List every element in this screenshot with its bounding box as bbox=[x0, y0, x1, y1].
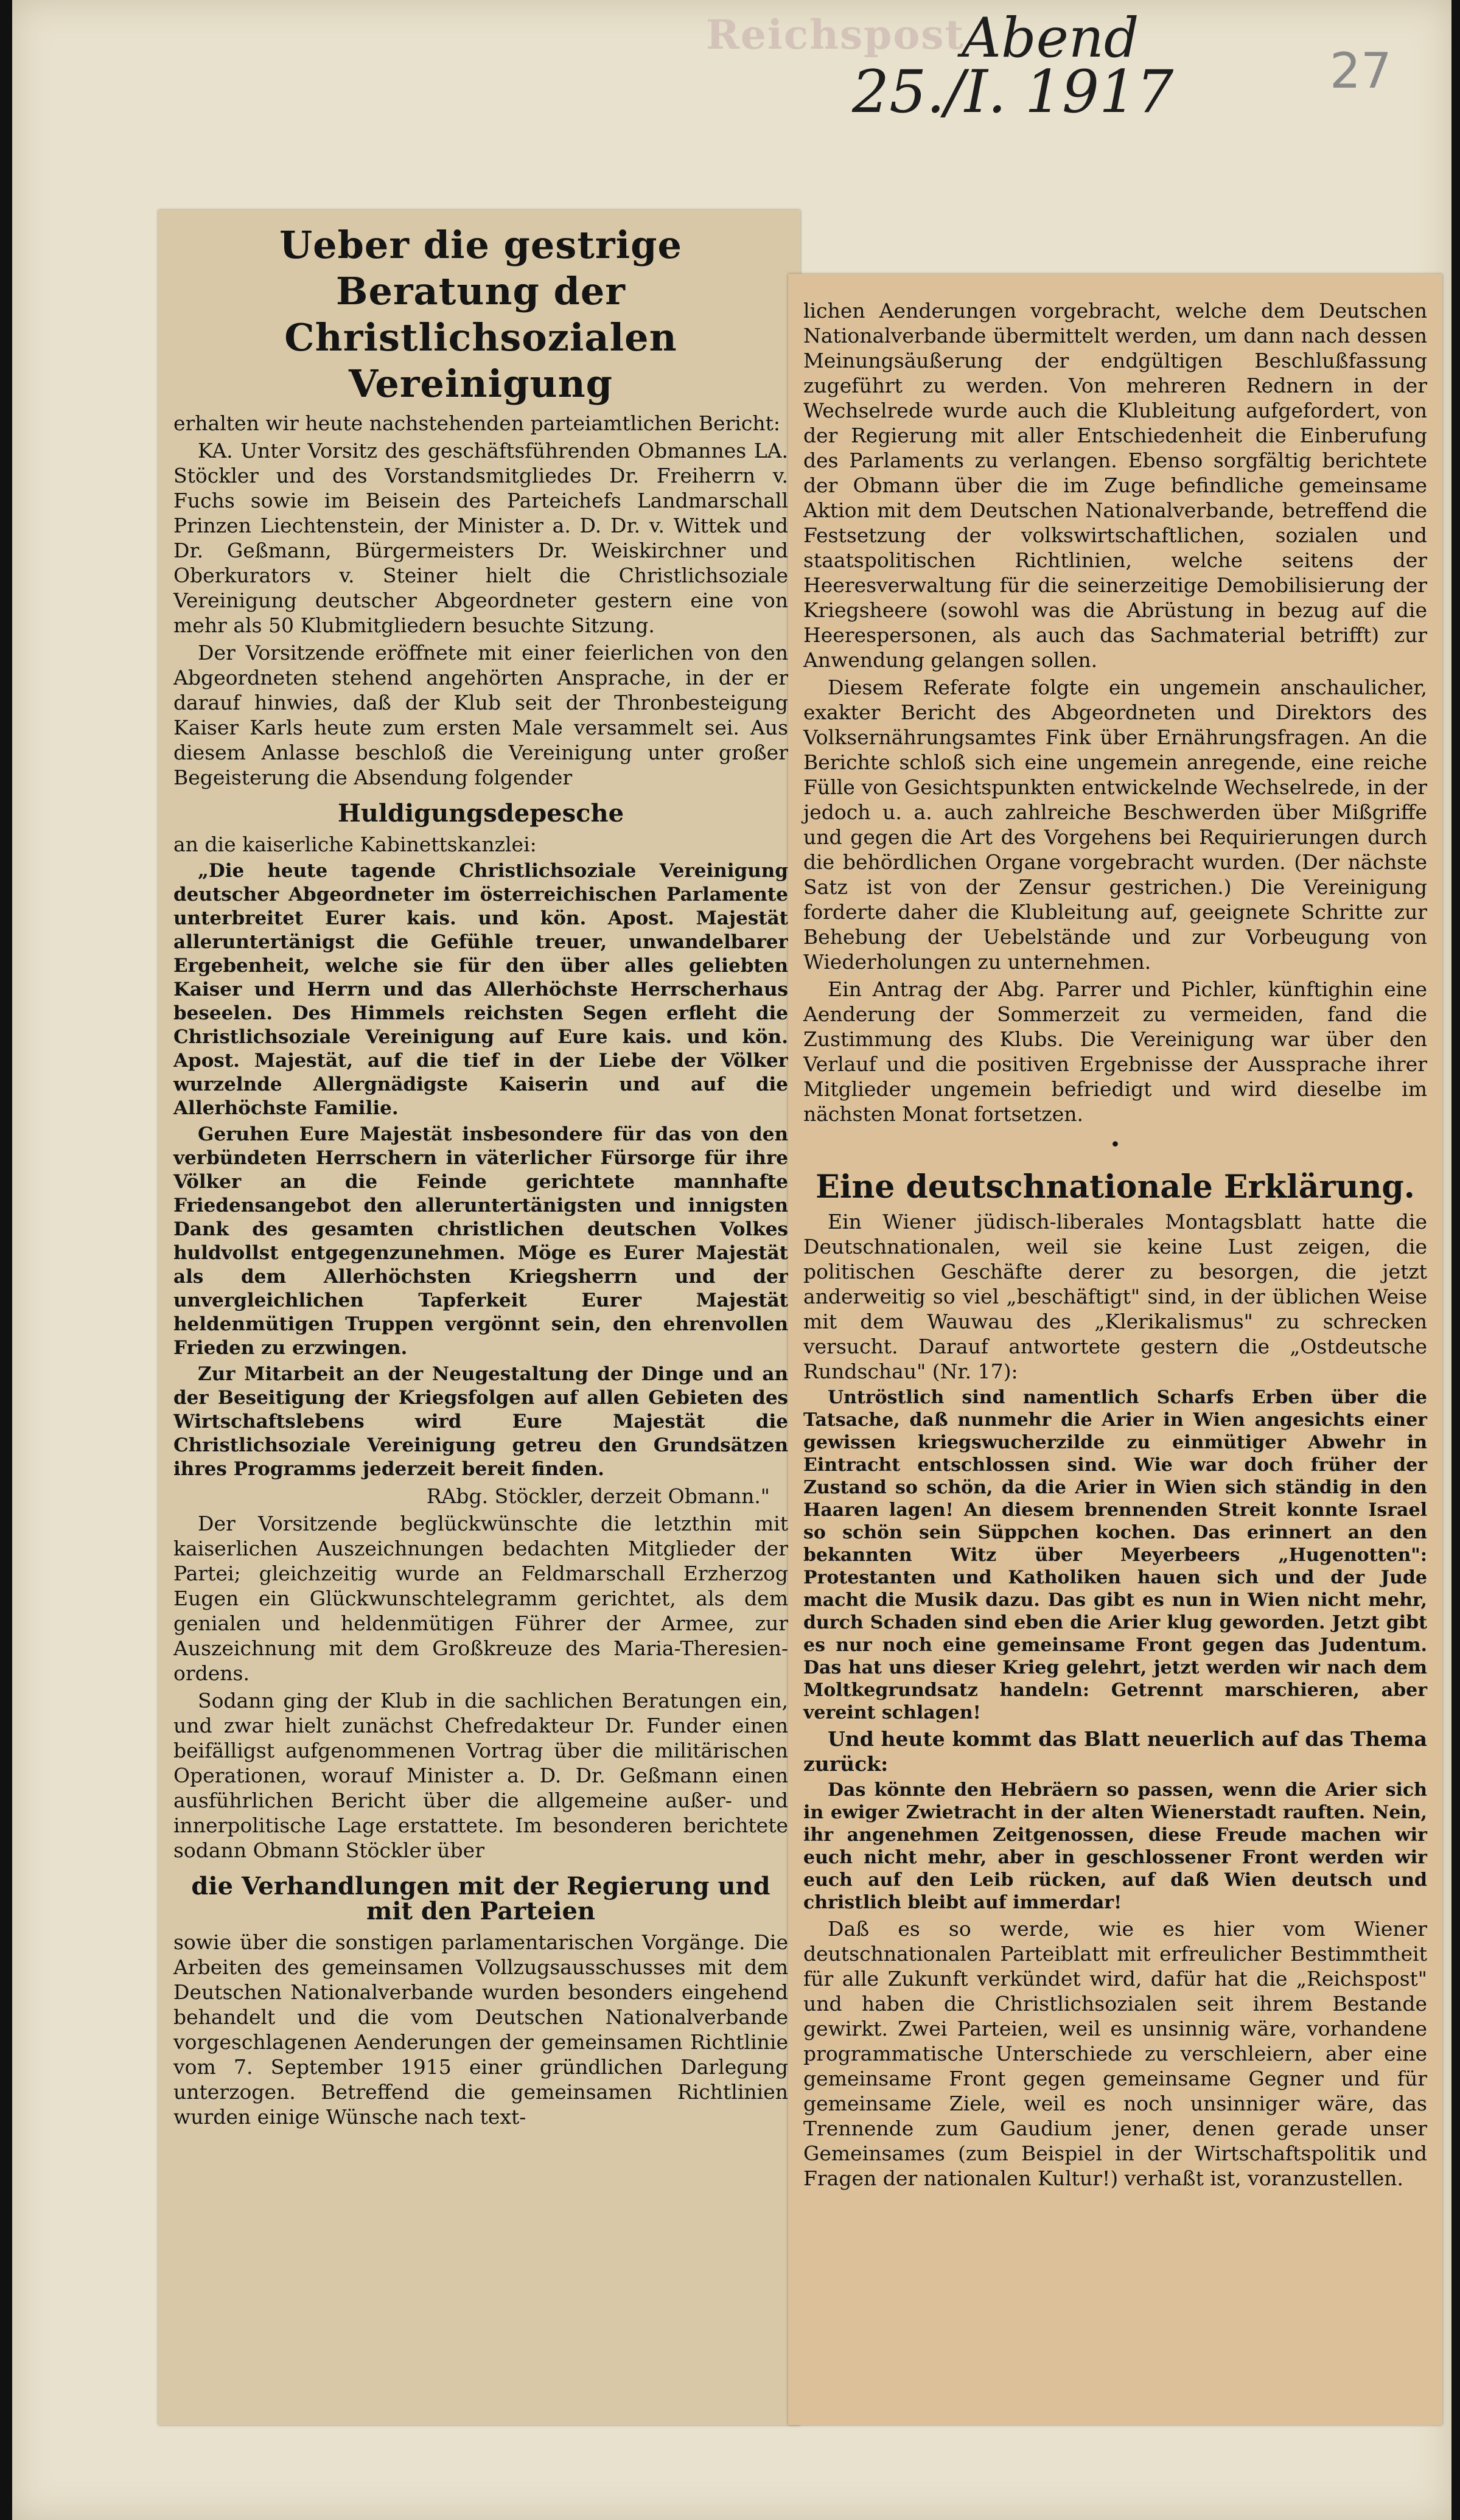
paragraph: Ein Antrag der Abg. Parrer und Pichler, künftighin eine Aenderung der Sommerzeit zu vermeiden, fand die Zustimmung des Klubs. Die Vereinigung war über den Verlauf und die positiven Ergebnisse der Aussprache ihrer Mitglieder ungemein befriedigt und wird dieselbe im nächsten Monat fortsetzen. bbox=[803, 977, 1427, 1126]
paragraph: Der Vorsitzende eröffnete mit einer feierlichen von den Abgeordneten stehend angehörten Ansprache, in der er darauf hinwies, daß der Klub seit der Thronbesteigung Kaiser Karls heute zum ersten Male versammelt sei. Aus diesem Anlasse beschloß die Vereinigung unter großer Begeisterung die Absendung folgender bbox=[173, 641, 788, 789]
telegram-paragraph: Zur Mitarbeit an der Neugestaltung der Dinge und an der Beseitigung der Kriegsfolgen auf allen Gebieten des Wirtschaftslebens wird Eure Majestät die Christlichsoziale Vereinigung getreu den Grundsätzen ihres Programms jederzeit bereit finden. bbox=[173, 1363, 788, 1480]
subheading: die Verhandlungen mit der Regierung und mit den Parteien bbox=[191, 1872, 770, 1925]
page-number: 27 bbox=[1330, 43, 1392, 99]
title-line-2: Christlichsozialen Vereinigung bbox=[284, 315, 677, 406]
quoted-paragraph: Das könnte den Hebräern so passen, wenn die Arier sich in ewiger Zwietracht in der alten Wienerstadt rauften. Nein, ihr angenehmen Zeitgenossen, diese Freude machen wir euch nicht mehr, aber in geschlossener Front werden wir euch auf den Leib rücken, auf daß Wien deutsch und christlich bleibt auf immerdar! bbox=[803, 1779, 1427, 1913]
paragraph: sowie über die sonstigen parlamentarischen Vorgänge. Die Arbeiten des gemeinsamen Vollzugsausschusses mit dem Deutschen Nationalverbande wurden besonders eingehend behandelt und die vom Deutschen Nationalverbande vorgeschlagenen Aenderungen der gemeinsamen Richtlinie vom 7. September 1915 einer gründlichen Darlegung unterzogen. Betreffend die gemeinsamen Richtlinien wurden einige Wünsche nach text- bbox=[173, 1930, 788, 2129]
paragraph: Diesem Referate folgte ein ungemein anschaulicher, exakter Bericht des Abgeordneten und Direktors des Volksernährungsamtes Fink über Ernährungsfragen. An die Berichte schloß sich eine ungemein anregende, eine reiche Fülle von Gesichtspunkten entwickelnde Wechselrede, in der jedoch u. a. auch zahlreiche Beschwerden über Mißgriffe und gegen die Art des Vorgehens bei Requirierungen durch die behördlichen Organe vorgebracht wurden. (Der nächste Satz ist von der Zensur gestrichen.) Die Vereinigung forderte daher die Klubleitung auf, geeignete Schritte zur Behebung der Uebelstände und zur Vorbeugung von Wiederholungen zu unternehmen. bbox=[803, 675, 1427, 974]
paragraph: Und heute kommt das Blatt neuerlich auf das Thema zurück: bbox=[803, 1727, 1427, 1776]
paragraph: erhalten wir heute nachstehenden parteiamtlichen Bericht: bbox=[173, 411, 781, 435]
paragraph: Daß es so werde, wie es hier vom Wiener deutschnationalen Parteiblatt mit erfreulicher Bestimmtheit für alle Zukunft verkündet wird, dafür hat die „Reichspost" und haben die Christlichsozialen seit ihrem Bestande gewirkt. Zwei Parteien, weil es unsinnig wäre, vorhandene programmatische Unterschiede zu verschleiern, aber eine gemeinsame Front gegen gemeinsame Gegner und für gemeinsame Ziele, weil es noch unsinniger wäre, das Trennende zum Gaudium jener, denen gerade unser Gemeinsames (zum Beispiel in der Wirtschaftspolitik und Fragen der nationalen Kultur!) verhaßt ist, voranzustellen. bbox=[803, 1917, 1427, 2190]
separator: • bbox=[1109, 1134, 1121, 1156]
column-right bbox=[803, 298, 1427, 2193]
subheading: Huldigungsdepesche bbox=[337, 799, 624, 828]
address-line: an die kaiserliche Kabinettskanzlei: bbox=[173, 832, 537, 856]
handwritten-date: 25./I. 1917 bbox=[852, 58, 1174, 126]
telegram-paragraph: „Die heute tagende Christlichsoziale Vereinigung deutscher Abgeordneter im österreichischen Parlamente unterbreitet Eurer kais. und kön. Apost. Majestät alleruntertänigst die Gefühle treuer, unwandelbarer Ergebenheit, welche sie für den über alles geliebten Kaiser und Herrn und das Allerhöchste Herrscherhaus beseelen. Des Himmels reichsten Segen erfleht die Christlichsoziale Vereinigung auf Eure kais. und kön. Apost. Majestät, auf die tief in der Liebe der Völker wurzelnde Allergnädigste Kaiserin und auf die Allerhöchste Familie. bbox=[173, 860, 788, 1119]
telegram-paragraph: Geruhen Eure Majestät insbesondere für das von den verbündeten Herrschern in väterlicher Fürsorge für ihre Völker an die Feinde gerichtete mannhafte Friedensangebot den alleruntertänigsten und innigsten Dank des gesamten christlichen deutschen Volkes huldvollst entgegenzunehmen. Möge es Eurer Majestät als dem Allerhöchsten Kriegsherrn und der unvergleichlichen Tapferkeit Eurer Majestät heldenmütigen Truppen vergönnt sein, den ehrenvollen Frieden zu erzwingen. bbox=[173, 1123, 788, 1359]
clipping-right bbox=[788, 274, 1442, 2425]
newspaper-stamp: Reichspost bbox=[706, 11, 965, 58]
quoted-paragraph: Untröstlich sind namentlich Scharfs Erben über die Tatsache, daß nunmehr die Arier in Wien angesichts einer gewissen kriegswucherzilde zu einmütiger Abwehr in Eintracht entschlossen sind. Wie war doch früher der Zustand so schön, da die Arier in Wien sich ständig in den Haaren lagen! An diesem brennenden Streit konnte Israel so schön sein Süppchen kochen. Das erinnert an den bekannten Witz über Meyerbeers „Hugenotten": Protestanten und Katholiken hauen sich und der Jude macht die Musik dazu. Das gibt es nun in Wien nicht mehr, durch Schaden sind eben die Arier klug geworden. Jetzt gibt es nur noch eine gemeinsame Front gegen das Judentum. Das hat uns dieser Krieg gelehrt, jetzt werden wir nach dem Moltkegrundsatz handeln: Getrennt marschieren, aber vereint schlagen! bbox=[803, 1387, 1427, 1723]
paragraph: Der Vorsitzende beglückwünschte die letzthin mit kaiserlichen Auszeichnungen bedachten Mitglieder der Partei; gleichzeitig wurde an Feldmarschall Erzherzog Eugen ein Glückwunschtelegramm gerichtet, als dem genialen und heldenmütigen Führer der Armee, zur Auszeichnung mit dem Großkreuze des Maria-Theresien-ordens. bbox=[173, 1512, 788, 1685]
clipping-left bbox=[158, 210, 800, 2425]
paragraph: lichen Aenderungen vorgebracht, welche dem Deutschen Nationalverbande übermittelt werden, um dann nach dessen Meinungsäußerung der endgültigen Beschlußfassung zugeführt zu werden. Von mehreren Rednern in der Wechselrede wurde auch die Klubleitung aufgefordert, von der Regierung mit aller Entschiedenheit die Einberufung des Parlaments zu verlangen. Ebenso sorgfältig berichtete der Obmann über die im Zuge befindliche gemeinsame Aktion mit dem Deutschen Nationalverbande, betreffend die Festsetzung der volkswirtschaftlichen, sozialen und staatspolitischen Richtlinien, welche seitens der Heeresverwaltung für die seinerzeitige Demobilisierung der Kriegsheere (sowohl was die Abrüstung in bezug auf die Heerespersonen, als auch das Sachmaterial betrifft) zur Anwendung gelangen sollen. bbox=[803, 299, 1427, 672]
column-left bbox=[173, 222, 788, 2132]
article-title: Eine deutschnationale Erklärung. bbox=[816, 1168, 1415, 1206]
handwritten-edition: Abend bbox=[962, 6, 1139, 70]
paragraph: Sodann ging der Klub in die sachlichen Beratungen ein, und zwar hielt zunächst Chefredakteur Dr. Funder einen beifälligst aufgenommenen Vortrag über die militärischen Operationen, worauf Minister a. D. Dr. Geßmann einen ausführlichen Bericht über die allgemeine außer- und innerpolitische Lage erstattete. Im besonderen berichtete sodann Obmann Stöckler über bbox=[173, 1689, 788, 1862]
paragraph: KA. Unter Vorsitz des geschäftsführenden Obmannes LA. Stöckler und des Vorstandsmitgliedes Dr. Freiherrn v. Fuchs sowie im Beisein des Parteichefs Landmarschall Prinzen Liechtenstein, der Minister a. D. Dr. v. Wittek und Dr. Geßmann, Bürgermeisters Dr. Weiskirchner und Oberkurators v. Steiner hielt die Christlichsoziale Vereinigung deutscher Abgeordneter gestern eine von mehr als 50 Klubmitgliedern besuchte Sitzung. bbox=[173, 439, 788, 637]
signature: RAbg. Stöckler, derzeit Obmann." bbox=[426, 1484, 770, 1508]
paragraph: Ein Wiener jüdisch-liberales Montagsblatt hatte die Deutschnationalen, weil sie keine Lust zeigen, die politischen Geschäfte derer zu besorgen, die jetzt anderweitig so viel „beschäftigt" sind, in der üblichen Weise mit dem Wauwau des „Klerikalismus" zu schrecken versucht. Darauf antwortete gestern die „Ostdeutsche Rundschau" (Nr. 17): bbox=[803, 1210, 1427, 1383]
title-line-1: Ueber die gestrige Beratung der bbox=[279, 223, 682, 313]
archive-sheet bbox=[12, 0, 1451, 2520]
article-title bbox=[173, 222, 788, 407]
